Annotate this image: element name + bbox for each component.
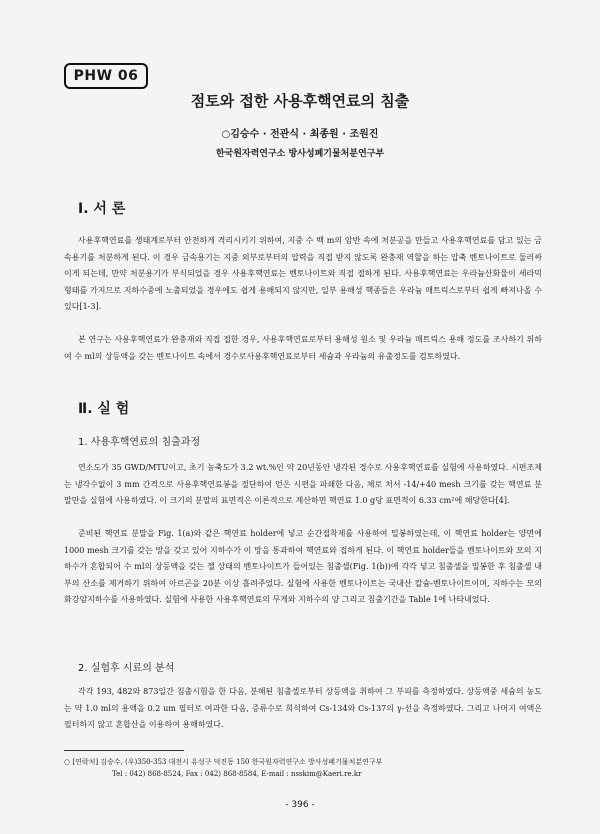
intro-paragraph-2: 본 연구는 사용후핵연료가 완충재와 직접 접한 경우, 사용후핵연료로부터 용해성 원소 및 우라늄 매트릭스 용해 정도를 조사하기 위하여 수 ml의 상등액을 갖는 벤토나이트 속에서 경수로사용후핵연료로부터 세슘과 우라늄의 유출정도를 검토하였다. bbox=[64, 335, 542, 361]
page-number: - 396 - bbox=[285, 800, 315, 810]
intro-paragraph-1: 사용후핵연료를 생태계로부터 안전하게 격리시키기 위하여, 지중 수 백 m의 암반 속에 처분공을 만들고 사용후핵연료를 담고 있는 금속용기를 처분하게 된다. 이 경우 금속용기는 지중 외부로부터의 압력을 직접 받지 않도록 완충재 역할을 하는 압축 벤토나이트로 둘러싸이게 되는데, 만약 처분용기가 부식되었을 경우 사용후핵연료는 벤토나이트와 직접 접하게 된다. 사용후핵연료는 우라늄산화물이 세라믹 형태를 가지므로 지하수중에 노출되었을 경우에도 쉽게 용해되지 않지만, 일부 용해성 핵종들은 우라늄 매트릭스로부터 쉽게 빠져나올 수 있다[1-3]. bbox=[64, 236, 542, 311]
paper-title: 점토와 접한 사용후핵연료의 침출 bbox=[190, 92, 410, 110]
contact-footnote bbox=[64, 756, 542, 780]
section-heading-intro: Ⅰ. 서 론 bbox=[78, 201, 126, 217]
experiment-paragraph-3: 각각 193, 482와 873일간 침출시험을 한 다음, 분해된 침출셀로부터 상등액을 취하여 그 부피를 측정하였다. 상등액중 세슘의 농도는 약 1.0 ml의 용액을 0.2 um 필터로 여과한 다음, 증류수로 희석하여 Cs-134와 Cs-137의 γ-선을 측정하였다. 그리고 나머지 여액은 필터하지 않고 혼합산을 이용하여 용해하였다. bbox=[64, 687, 542, 729]
experiment-paragraph-1: 연소도가 35 GWD/MTU이고, 초기 농축도가 3.2 wt.%인 약 20년동안 냉각된 경수로 사용후핵연료를 실험에 사용하였다. 시편조제는 냉각수없이 3 mm 간격으로 사용후핵연료봉을 절단하여 얻은 시편을 파쇄한 다음, 체로 처서 -14/+40 mesh 크기를 갖는 핵연료 분말만을 실험에 사용하였다. 이 크기의 분말의 표면적은 이론적으로 계산하면 핵연료 1.0 g당 표면적이 6.33 cm²에 해당한다[4]. bbox=[64, 463, 542, 505]
footnote-divider bbox=[64, 750, 184, 751]
experiment-paragraph-2: 준비된 핵연료 분말을 Fig. 1(a)와 같은 핵연료 holder에 넣고 순간접착제를 사용하여 밀봉하였는데, 이 핵연료 holder는 양면에 1000 mesh 크기를 갖는 망을 갖고 있어 지하수가 이 망을 통과하여 핵연료와 접하게 된다. 이 핵연료 holder들을 벤토나이트와 모의 지하수가 혼합되어 수 ml의 상등액을 갖는 젤 상태의 벤토나이트가 들어있는 침출셀(Fig. 1(b))에 각각 넣고 침출셀을 밀봉한 후 침출셀 내부의 산소를 제거하기 위하여 아르곤을 20분 이상 흘려주었다. 실험에 사용한 벤토나이트는 국내산 칼슘-벤토나이트이며, 지하수는 모의 화강암지하수를 사용하였다. 실험에 사용한 사용후핵연료의 무게와 지하수의 양 그리고 침출기간을 Table 1에 나타내었다. bbox=[64, 529, 542, 604]
subsection-heading-leaching: 1. 사용후핵연료의 침출과정 bbox=[78, 437, 201, 448]
section-heading-experiment: Ⅱ. 실 험 bbox=[78, 401, 130, 417]
author-list: ○김승수 · 전관식 · 최종원 · 조원진 bbox=[221, 129, 379, 140]
paper-code-badge: PHW 06 bbox=[64, 63, 148, 89]
footnote-line-1: ○ [연락처] 김승수, (우)350-353 대전시 유성구 덕진동 150 한국원자력연구소 방사성폐기물처분연구부 bbox=[64, 758, 383, 766]
affiliation: 한국원자력연구소 방사성폐기물처분연구부 bbox=[215, 149, 385, 159]
subsection-heading-analysis: 2. 실험후 시료의 분석 bbox=[78, 663, 175, 674]
footnote-line-2: Tel : 042) 868-8524, Fax : 042) 868-8584, E-mail : nsskim@Kaeri.re.kr bbox=[112, 770, 362, 778]
